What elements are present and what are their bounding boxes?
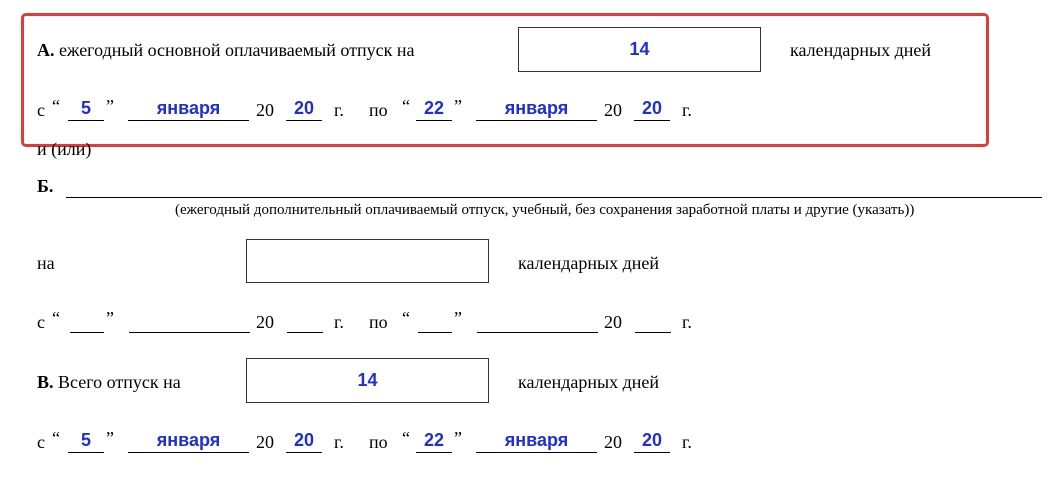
- section-a-from-day: 5: [80, 98, 91, 118]
- section-a-to-month-field[interactable]: [476, 99, 597, 121]
- section-v-from-year: 20: [293, 430, 315, 450]
- section-b-from-year-field[interactable]: [287, 311, 323, 333]
- section-v-to-year-prefix: 20: [604, 432, 622, 452]
- section-v-to-quote-open: “: [402, 428, 410, 448]
- section-a-quote-close: ”: [106, 96, 114, 116]
- section-a-to-year: 20: [641, 98, 663, 118]
- section-b-quote-close: ”: [106, 308, 114, 328]
- section-v-from-day: 5: [80, 430, 91, 450]
- section-a-heading: [37, 41, 415, 59]
- connector-text: и (или): [37, 139, 92, 159]
- section-v-year-prefix: 20: [256, 432, 274, 452]
- section-b-quote-open: “: [52, 308, 60, 328]
- section-b-label: Б.: [37, 176, 54, 196]
- section-v-from-month: января: [156, 430, 221, 450]
- section-a-from-day-field[interactable]: [68, 99, 104, 121]
- section-v-from-month-field[interactable]: [128, 431, 249, 453]
- section-v-to-month: января: [504, 430, 569, 450]
- section-a-to-quote-open: “: [402, 96, 410, 116]
- section-v-to-day: 22: [423, 430, 445, 450]
- section-v-to-year-field[interactable]: [634, 431, 670, 453]
- section-a-year-suffix: г.: [334, 100, 344, 120]
- section-v-to-prefix: по: [369, 432, 388, 452]
- section-a-label: А.: [37, 40, 55, 60]
- section-b-days-unit: календарных дней: [518, 253, 660, 273]
- section-b-year-suffix: г.: [334, 312, 344, 332]
- section-a-quote-open: “: [52, 96, 60, 116]
- section-a-from-month-field[interactable]: [128, 99, 249, 121]
- section-v-year-suffix: г.: [334, 432, 344, 452]
- section-a-year-prefix: 20: [256, 100, 274, 120]
- section-a-to-prefix: по: [369, 100, 388, 120]
- section-b-year-prefix: 20: [256, 312, 274, 332]
- section-a-days-unit: календарных дней: [790, 40, 932, 60]
- section-v-to-month-field[interactable]: [476, 431, 597, 453]
- section-a-from-year-field[interactable]: [286, 99, 322, 121]
- section-b-to-year-field[interactable]: [635, 311, 671, 333]
- section-v-to-year-suffix: г.: [682, 432, 692, 452]
- section-v-to-year: 20: [641, 430, 663, 450]
- section-v-from-year-field[interactable]: [286, 431, 322, 453]
- section-a-days-value: 14: [629, 39, 650, 59]
- section-a-to-quote-close: ”: [454, 96, 462, 116]
- section-b-to-month-field[interactable]: [477, 311, 598, 333]
- section-b-hint: (ежегодный дополнительный оплачиваемый отпуск, учебный, без сохранения заработной платы и другие (указать)): [175, 202, 915, 218]
- section-v-days-value: 14: [357, 370, 378, 390]
- section-v-label: В.: [37, 372, 54, 392]
- section-b-na: на: [37, 253, 55, 273]
- section-b-to-year-suffix: г.: [682, 312, 692, 332]
- section-a-to-year-field[interactable]: [634, 99, 670, 121]
- section-a-to-day-field[interactable]: [416, 99, 452, 121]
- section-v-days-unit: календарных дней: [518, 372, 660, 392]
- section-a-text: ежегодный основной оплачиваемый отпуск на: [59, 40, 415, 60]
- section-a-to-month: января: [504, 98, 569, 118]
- section-b-from-day-field[interactable]: [70, 311, 104, 333]
- section-b-days-field[interactable]: [246, 239, 489, 283]
- section-b-to-prefix: по: [369, 312, 388, 332]
- section-b-to-year-prefix: 20: [604, 312, 622, 332]
- section-b-from-prefix: с: [37, 312, 45, 332]
- highlight-frame: [21, 13, 989, 147]
- section-v-to-quote-close: ”: [454, 428, 462, 448]
- section-a-from-month: января: [156, 98, 221, 118]
- section-a-to-year-prefix: 20: [604, 100, 622, 120]
- section-b-type-field[interactable]: [66, 176, 1042, 198]
- section-v-days-field[interactable]: [246, 358, 489, 403]
- section-b-from-month-field[interactable]: [129, 311, 250, 333]
- section-v-heading: [37, 373, 181, 391]
- section-a-from-prefix: с: [37, 100, 45, 120]
- section-v-from-prefix: с: [37, 432, 45, 452]
- section-v-from-day-field[interactable]: [68, 431, 104, 453]
- section-a-to-day: 22: [423, 98, 445, 118]
- section-v-to-day-field[interactable]: [416, 431, 452, 453]
- section-v-quote-open: “: [52, 428, 60, 448]
- section-b-to-day-field[interactable]: [418, 311, 452, 333]
- section-v-text: Всего отпуск на: [58, 372, 181, 392]
- section-a-days-field[interactable]: [518, 27, 761, 72]
- section-b-to-quote-open: “: [402, 308, 410, 328]
- section-a-from-year: 20: [293, 98, 315, 118]
- section-a-to-year-suffix: г.: [682, 100, 692, 120]
- section-b-to-quote-close: ”: [454, 308, 462, 328]
- section-v-quote-close: ”: [106, 428, 114, 448]
